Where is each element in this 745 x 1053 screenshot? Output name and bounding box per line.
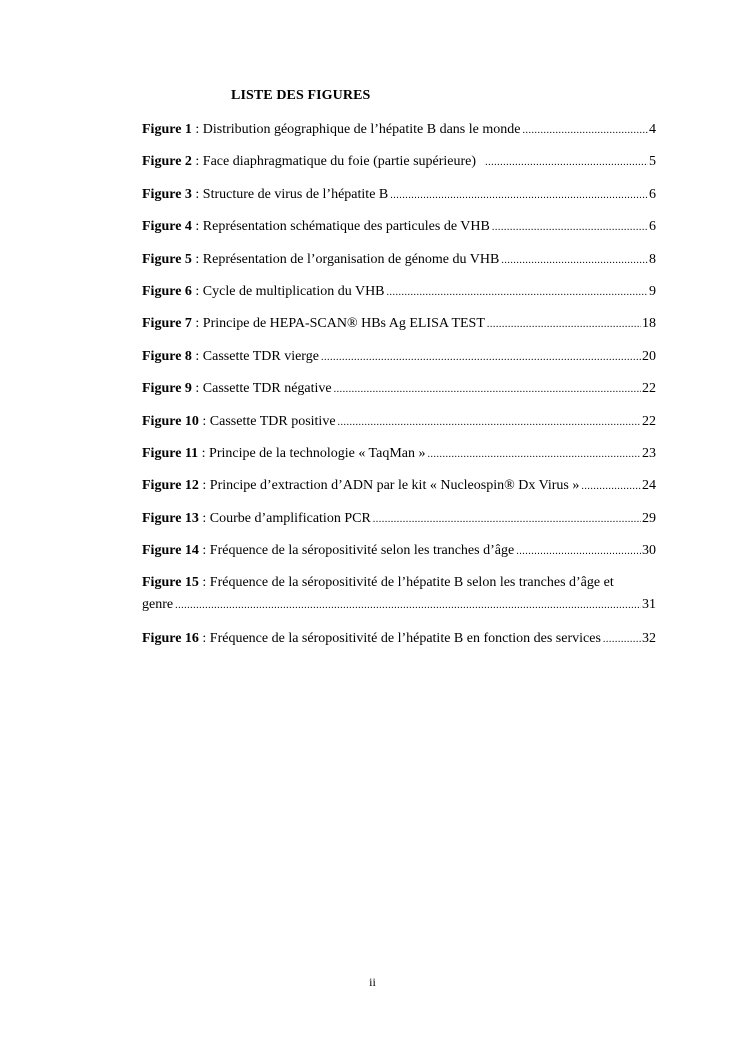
dot-leader	[603, 631, 641, 649]
page-reference: 5	[649, 154, 656, 170]
toc-entry-figure-3[interactable]	[142, 186, 656, 204]
entry-text	[142, 477, 579, 495]
entry-text	[142, 630, 601, 648]
dot-leader	[321, 349, 641, 367]
dot-leader	[390, 187, 648, 205]
figure-caption: : Représentation de l’organisation de génome du VHB	[191, 251, 500, 267]
dot-leader	[485, 154, 648, 172]
page-reference: 18	[642, 316, 656, 332]
dot-leader	[428, 446, 641, 464]
page-reference: 30	[642, 543, 656, 559]
page-reference: 8	[649, 251, 656, 267]
toc-entry-figure-5[interactable]	[142, 251, 656, 269]
toc-entry-figure-8[interactable]	[142, 348, 656, 366]
page-reference: 24	[642, 478, 656, 494]
entry-text	[142, 413, 336, 431]
figure-label: Figure 12	[142, 478, 199, 494]
toc-entry-figure-4[interactable]	[142, 218, 656, 236]
figure-caption: : Cassette TDR négative	[191, 381, 332, 397]
dot-leader	[175, 597, 641, 615]
entry-text	[142, 348, 319, 366]
page-reference: 22	[642, 413, 656, 429]
page-reference: 23	[642, 445, 656, 461]
page-reference: 32	[642, 630, 656, 646]
figure-label: Figure 7	[142, 316, 192, 332]
entry-text	[142, 380, 332, 398]
page-reference: 4	[649, 122, 656, 137]
entry-text	[142, 186, 388, 204]
toc-entry-figure-9[interactable]	[142, 380, 656, 398]
dot-leader	[516, 543, 641, 561]
figure-label: Figure 6	[142, 283, 192, 299]
toc-entry-figure-2[interactable]	[142, 153, 656, 171]
figure-caption: : Structure de virus de l’hépatite B	[191, 186, 389, 202]
entry-text	[142, 153, 483, 171]
entry-text	[142, 574, 656, 592]
figure-caption-continued: genre	[142, 597, 174, 613]
page-reference: 9	[649, 283, 656, 299]
entry-text	[142, 445, 426, 463]
figure-caption: : Représentation schématique des particules de VHB	[191, 219, 490, 235]
figure-caption: : Cassette TDR vierge	[191, 348, 319, 364]
page-number: ii	[369, 975, 376, 989]
entry-text	[142, 510, 371, 528]
figure-label: Figure 15	[142, 575, 199, 591]
figure-caption: : Cassette TDR positive	[198, 413, 336, 429]
entry-text	[142, 251, 499, 269]
dot-leader	[487, 316, 641, 334]
dot-leader	[492, 219, 648, 237]
figure-caption: : Distribution géographique de l’hépatite B dans le monde	[191, 122, 521, 137]
figure-label: Figure 3	[142, 186, 192, 202]
figure-list	[142, 121, 656, 662]
dot-leader	[338, 414, 641, 432]
figure-label: Figure 8	[142, 348, 192, 364]
figure-label: Figure 4	[142, 219, 192, 235]
entry-text	[142, 121, 520, 139]
figure-label: Figure 10	[142, 413, 199, 429]
toc-entry-figure-15[interactable]	[142, 574, 656, 615]
page-reference: 31	[642, 597, 656, 613]
figure-caption: : Courbe d’amplification PCR	[198, 510, 371, 526]
entry-continuation	[142, 596, 656, 615]
toc-entry-figure-7[interactable]	[142, 315, 656, 333]
figure-caption: : Principe de HEPA-SCAN® HBs Ag ELISA TEST	[191, 316, 485, 332]
entry-text	[142, 315, 485, 333]
figure-caption: : Principe d’extraction d’ADN par le kit « Nucleospin® Dx Virus »	[198, 478, 580, 494]
figure-label: Figure 14	[142, 543, 199, 559]
toc-entry-figure-11[interactable]	[142, 445, 656, 463]
figure-caption: : Face diaphragmatique du foie (partie supérieure)	[191, 154, 484, 170]
page-reference: 6	[649, 219, 656, 235]
toc-entry-figure-14[interactable]	[142, 542, 656, 560]
figure-label: Figure 13	[142, 510, 199, 526]
figure-caption: : Fréquence de la séropositivité selon les tranches d’âge	[198, 543, 515, 559]
dot-leader	[334, 381, 641, 399]
page-title: LISTE DES FIGURES	[231, 88, 371, 103]
dot-leader	[581, 478, 641, 496]
entry-text	[142, 542, 514, 560]
toc-entry-figure-6[interactable]	[142, 283, 656, 301]
toc-entry-figure-10[interactable]	[142, 413, 656, 431]
dot-leader	[387, 284, 648, 302]
figure-label: Figure 16	[142, 630, 199, 646]
page-reference: 22	[642, 381, 656, 397]
entry-text	[142, 283, 385, 301]
figure-label: Figure 9	[142, 381, 192, 397]
page-reference: 29	[642, 510, 656, 526]
entry-text	[142, 218, 490, 236]
figure-caption: : Principe de la technologie « TaqMan »	[198, 445, 426, 461]
toc-entry-figure-16[interactable]	[142, 630, 656, 648]
figure-caption: : Fréquence de la séropositivité de l’hépatite B selon les tranches d’âge et	[198, 575, 614, 591]
toc-entry-figure-13[interactable]	[142, 510, 656, 528]
figure-label: Figure 2	[142, 154, 192, 170]
toc-entry-figure-12[interactable]	[142, 477, 656, 495]
dot-leader	[522, 122, 648, 140]
dot-leader	[501, 252, 648, 270]
toc-entry-figure-1[interactable]	[142, 121, 656, 139]
figure-caption: : Cycle de multiplication du VHB	[191, 283, 385, 299]
page-reference: 6	[649, 186, 656, 202]
figure-label: Figure 1	[142, 122, 192, 137]
figure-caption: : Fréquence de la séropositivité de l’hépatite B en fonction des services	[198, 630, 601, 646]
dot-leader	[373, 511, 641, 529]
page-reference: 20	[642, 348, 656, 364]
figure-label: Figure 5	[142, 251, 192, 267]
figure-label: Figure 11	[142, 445, 199, 461]
